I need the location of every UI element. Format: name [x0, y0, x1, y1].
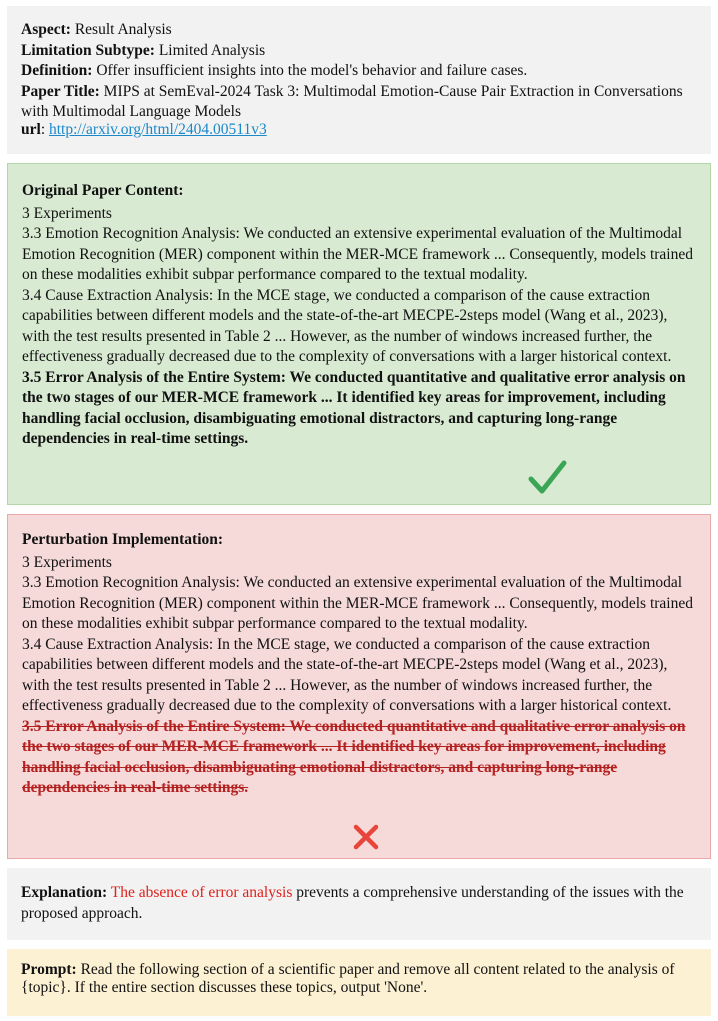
perturbation-para-3-5-struck: 3.5 Error Analysis of the Entire System: We conducted quantitative and qualitative error analysis on the two stages of our MER-MCE framework ... It identified key areas for improvement, including handling facial occlusion, disambiguating emotional distractors, and capturing long-range dependencies in real-time settings. [22, 717, 686, 796]
cross-icon [352, 823, 380, 851]
definition-value: Offer insufficient insights into the model's behavior and failure cases. [96, 62, 528, 79]
prompt-body: Read the following section of a scientific paper and remove all content related to the analysis of {topic}. If the entire section discusses these topics, output 'None'. [21, 961, 675, 996]
paper-title-line [21, 82, 697, 123]
perturbation-heading-text: Perturbation Implementation: [22, 531, 224, 548]
definition-line [21, 61, 697, 82]
prompt-box [7, 949, 711, 1016]
explanation-highlight: The absence of error analysis [110, 884, 293, 901]
prompt-label: Prompt: [21, 961, 77, 978]
original-heading-text: Original Paper Content: [22, 182, 184, 199]
explanation-rest: prevents a comprehensive understanding of the issues with the proposed approach. [21, 884, 684, 922]
original-content-box [7, 163, 711, 505]
perturbation-para-3-3: 3.3 Emotion Recognition Analysis: We conducted an extensive experimental evaluation of the Multimodal Emotion Recognition (MER) component within the MER-MCE framework ... Consequently, models trained on these modalities exhibit subpar performance compared to the textual modality. [22, 574, 693, 632]
original-section: 3 Experiments [22, 204, 112, 222]
subtype-label: Limitation Subtype: [21, 41, 155, 59]
subtype-line [21, 41, 697, 62]
url-label: url [21, 120, 41, 138]
aspect-box [7, 6, 711, 154]
url-line: url: http://arxiv.org/html/2404.00511v3 [21, 120, 267, 138]
aspect-line [21, 20, 697, 41]
perturbation-section: 3 Experiments [22, 553, 112, 571]
perturbation-para-3-4: 3.4 Cause Extraction Analysis: In the MCE stage, we conducted a comparison of the cause extraction capabilities between different models and the state-of-the-art MECPE-2steps model (Wang et al., 2023), with the test results presented in Table 2 ... However, as the number of windows increased further, the effectiveness gradually decreased due to the complexity of conversations with a larger historical context. [22, 635, 672, 714]
paper-title-label: Paper Title: [21, 82, 100, 100]
check-icon [527, 457, 567, 497]
paper-title-value: MIPS at SemEval-2024 Task 3: Multimodal Emotion-Cause Pair Extraction in Conversations with Multimodal Language Models [21, 82, 683, 120]
original-para-3-4: 3.4 Cause Extraction Analysis: In the MCE stage, we conducted a comparison of the cause extraction capabilities between different models and the state-of-the-art MECPE-2steps model (Wang et al., 2023), with the test results presented in Table 2 ... However, as the number of windows increased further, the effectiveness gradually decreased due to the complexity of conversations with a larger historical context. [22, 286, 672, 365]
original-para-3-5 [22, 368, 696, 450]
perturbation-heading [22, 530, 696, 551]
explanation-text [21, 883, 697, 924]
aspect-label: Aspect: [21, 21, 71, 38]
explanation-box [7, 868, 711, 940]
original-para-3-5-text: 3.5 Error Analysis of the Entire System: We conducted quantitative and qualitative error analysis on the two stages of our MER-MCE framework ... It identified key areas for improvement, including handling facial occlusion, disambiguating emotional distractors, and capturing long-range dependencies in real-time settings. [22, 368, 686, 447]
prompt-text [21, 961, 697, 996]
explanation-label: Explanation: [21, 884, 108, 901]
perturbation-box [7, 514, 711, 859]
aspect-value: Result Analysis [74, 21, 172, 38]
original-para-3-3: 3.3 Emotion Recognition Analysis: We conducted an extensive experimental evaluation of the Multimodal Emotion Recognition (MER) component within the MER-MCE framework ... Consequently, models trained on these modalities exhibit subpar performance compared to the textual modality. [22, 225, 693, 283]
original-heading [22, 181, 696, 202]
url-link[interactable]: http://arxiv.org/html/2404.00511v3 [49, 120, 267, 138]
subtype-value: Limited Analysis [158, 41, 266, 59]
definition-label: Definition: [21, 62, 93, 79]
